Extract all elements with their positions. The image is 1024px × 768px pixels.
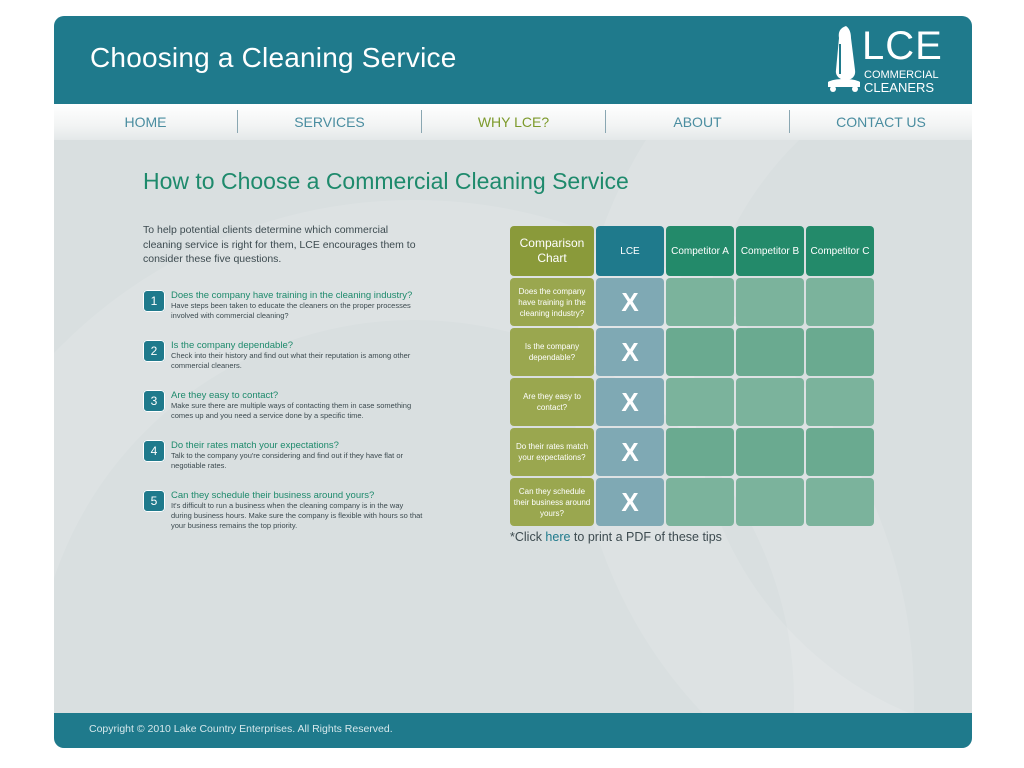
chart-cell xyxy=(806,428,874,476)
chart-cell-lce-x: X xyxy=(596,478,664,526)
chart-cell-lce-x: X xyxy=(596,378,664,426)
chart-cell xyxy=(666,428,734,476)
nav-services[interactable]: SERVICES xyxy=(294,114,365,130)
question-description: Have steps been taken to educate the cleaners on the proper processes involved with commercial cleaning? xyxy=(171,301,411,320)
logo-cleaners-text: CLEANERS xyxy=(864,80,935,95)
chart-column-header-lce: LCE xyxy=(596,226,664,276)
chart-cell xyxy=(806,328,874,376)
question-description: Make sure there are multiple ways of contacting them in case something comes up and you need a service done by a specific time. xyxy=(171,401,412,420)
print-note-prefix: *Click xyxy=(510,530,546,544)
chart-cell xyxy=(806,478,874,526)
logo-commercial-text: COMMERCIAL xyxy=(864,69,939,81)
question-title: Are they easy to contact? xyxy=(171,390,279,401)
nav-why-lce[interactable]: WHY LCE? xyxy=(477,114,550,130)
chart-cell xyxy=(736,428,804,476)
copyright-text: Copyright © 2010 Lake Country Enterprises. All Rights Reserved. xyxy=(89,723,393,735)
vacuum-logo-icon xyxy=(824,24,864,94)
page-title: How to Choose a Commercial Cleaning Service xyxy=(143,168,629,194)
nav-contact-us[interactable]: CONTACT US xyxy=(836,114,926,130)
chart-cell xyxy=(666,278,734,326)
question-description: Talk to the company you're considering and find out if they have flat or negotiable rates. xyxy=(171,451,403,470)
question-title: Can they schedule their business around yours? xyxy=(171,490,375,501)
chart-column-header-competitor-b: Competitor B xyxy=(736,226,804,276)
chart-column-header-competitor-a: Competitor A xyxy=(666,226,734,276)
chart-cell xyxy=(736,278,804,326)
question-description: Check into their history and find out what their reputation is among other commercial cleaners. xyxy=(171,351,411,370)
chart-corner-header: Comparison Chart xyxy=(510,226,594,276)
chart-cell xyxy=(736,378,804,426)
main-content xyxy=(54,140,972,714)
intro-text: To help potential clients determine which commercial cleaning service is right for them, LCE encourages them to consider these five questions. xyxy=(143,224,416,265)
question-description: It's difficult to run a business when the cleaning company is in the way during business hours. Make sure the company is flexible with hours so that your business remains the top priority. xyxy=(171,501,423,530)
nav-home[interactable]: HOME xyxy=(124,114,167,130)
site-title: Choosing a Cleaning Service xyxy=(90,42,457,73)
page-frame xyxy=(54,16,972,748)
question-title: Is the company dependable? xyxy=(171,340,294,351)
chart-cell xyxy=(736,478,804,526)
logo-lce-text: LCE xyxy=(862,24,943,68)
chart-cell xyxy=(666,478,734,526)
chart-row-label: Can they schedule their business around yours? xyxy=(510,478,594,526)
chart-row-label: Is the company dependable? xyxy=(510,328,594,376)
chart-cell xyxy=(666,328,734,376)
chart-cell-lce-x: X xyxy=(596,328,664,376)
chart-cell-lce-x: X xyxy=(596,278,664,326)
chart-cell xyxy=(806,278,874,326)
question-number-badge: 2 xyxy=(143,340,165,362)
chart-column-header-competitor-c: Competitor C xyxy=(806,226,874,276)
chart-row-label: Are they easy to contact? xyxy=(510,378,594,426)
chart-row-label: Do their rates match your expectations? xyxy=(510,428,594,476)
question-number-badge: 3 xyxy=(143,390,165,412)
question-number-badge: 1 xyxy=(143,290,165,312)
chart-cell xyxy=(666,378,734,426)
print-pdf-note xyxy=(510,530,722,544)
print-pdf-link[interactable]: here xyxy=(545,530,571,544)
site-header xyxy=(54,16,972,104)
lce-logo[interactable] xyxy=(824,24,944,98)
chart-cell xyxy=(736,328,804,376)
question-number-badge: 4 xyxy=(143,440,165,462)
print-note-suffix: to print a PDF of these tips xyxy=(570,530,722,544)
nav-about[interactable]: ABOUT xyxy=(673,114,722,130)
question-title: Do their rates match your expectations? xyxy=(171,440,339,451)
question-title: Does the company have training in the cleaning industry? xyxy=(171,290,413,301)
main-nav xyxy=(54,104,972,140)
site-footer xyxy=(54,713,972,748)
chart-row-label: Does the company have training in the cleaning industry? xyxy=(510,278,594,326)
chart-cell xyxy=(806,378,874,426)
chart-cell-lce-x: X xyxy=(596,428,664,476)
question-number-badge: 5 xyxy=(143,490,165,512)
